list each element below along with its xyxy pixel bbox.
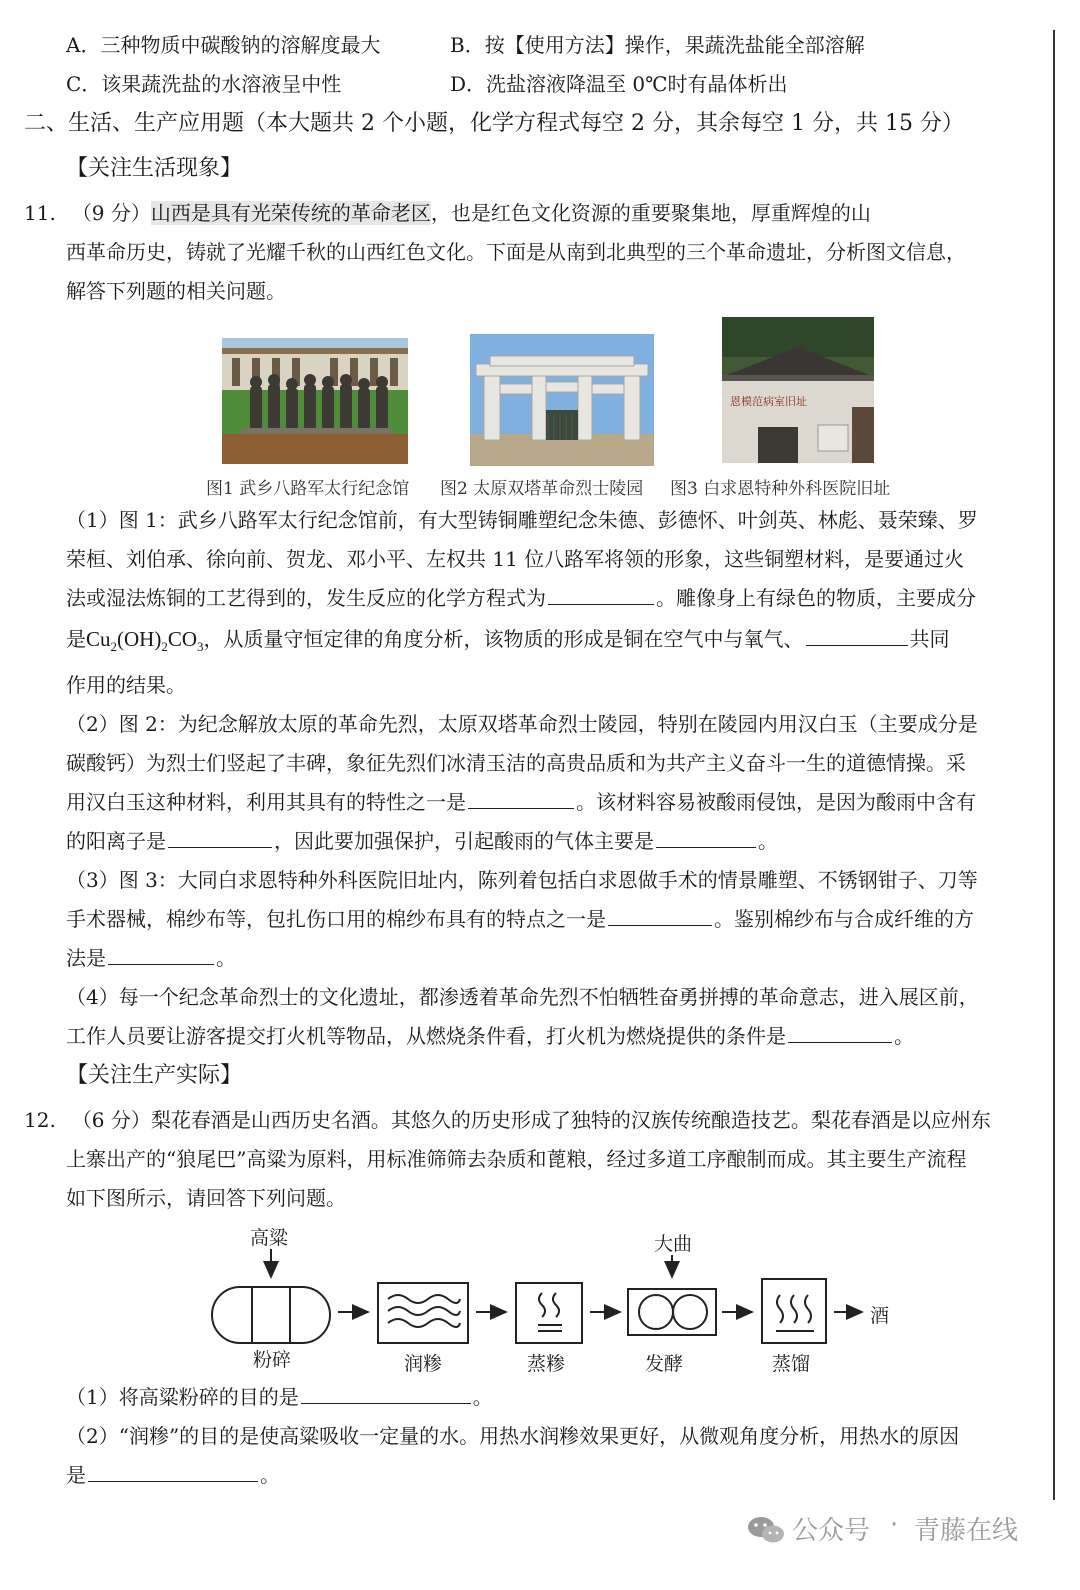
answer-blank-gauze-feature[interactable] [608,907,712,926]
q12-intro-text1: 梨花春酒是山西历史名酒。其悠久的历史形成了独特的汉族传统酿造技艺。梨花春酒是以应州东 [150,1108,991,1132]
q11-p1-text3b: 。雕像身上有绿色的物质，主要成分 [656,586,976,610]
q11-p2-text3a: 用汉白玉这种材料，利用其具有的特性之一是 [66,790,466,814]
flow-diagram-graphics [0,1215,1000,1375]
q12-p2-text-a: 是 [66,1463,86,1487]
figure1-memorial-photo [222,338,408,464]
step-moisten-label: 润糁 [404,1353,443,1375]
q11-p4-text2a: 工作人员要让游客提交打火机等物品，从燃烧条件看，打火机为燃烧提供的条件是 [66,1024,786,1048]
answer-blank-cation[interactable] [168,829,272,848]
q11-p2-line4 [66,828,778,854]
step-crush-label: 粉碎 [253,1349,292,1371]
q12-p2-text-b: 。 [260,1463,280,1487]
grinder-shape [212,1287,330,1343]
q11-p2-text3b: 。该材料容易被酸雨侵蚀，是因为酸雨中含有 [576,790,976,814]
q11-p2-text4a: 的阳离子是 [66,829,166,853]
input-daqu-label: 大曲 [654,1233,693,1255]
wechat-icon [746,1514,786,1546]
q11-p1-text4b: ，从质量守恒定律的角度分析，该物质的形成是铜在空气中与氧气、 [203,627,804,651]
q11-p3-text2a: 手术器械，棉纱布等，包扎伤口用的棉纱布具有的特点之一是 [66,907,606,931]
answer-blank-property[interactable] [468,790,574,809]
q11-p1-line2: 荣桓、刘伯承、徐向前、贺龙、邓小平、左权共 11 位八路军将领的形象，这些铜塑材料，是要通过火 [66,547,965,571]
q11-p1-text4c: 共同 [909,627,950,651]
step-distill-label: 蒸馏 [772,1353,811,1375]
q12-p1-line [66,1384,493,1410]
watermark-dot: · [890,1510,899,1540]
watermark-text1: 公众号 [792,1516,871,1546]
q11-p1-line1: （1）图 1：武乡八路军太行纪念馆前，有大型铸铜雕塑纪念朱德、彭德怀、叶剑英、林彪、聂荣臻、罗 [66,508,978,532]
option-b: B．按【使用方法】操作，果蔬洗盐能全部溶解 [450,33,865,57]
q11-p2-text4b: ，因此要加强保护，引起酸雨的气体主要是 [274,829,654,853]
q11-p2-text4c: 。 [758,829,778,853]
q11-score: （9 分） [71,201,151,225]
q12-p1-text-b: 。 [472,1385,493,1409]
step-steam-label: 蒸糁 [527,1353,566,1375]
q11-intro-line1 [24,200,871,226]
q11-p1-text4a: 是 [66,627,86,651]
plaque-text: 恩模范病室旧址 [730,395,807,408]
q12-intro-line3: 如下图所示，请回答下列问题。 [66,1186,346,1210]
q11-intro-line2: 西革命历史，铸就了光耀千秋的山西红色文化。下面是从南到北典型的三个革命遗址，分析图文信息， [66,240,966,264]
answer-blank-equation[interactable] [548,586,654,605]
q11-p4-text2b: 。 [894,1024,914,1048]
q12-intro-line1 [24,1107,991,1133]
q12-p1-text-a: （1）将高粱粉碎的目的是 [66,1385,299,1409]
formula-basic-copper-carbonate: $Cu_2(OH)_2CO_3$ [86,627,204,654]
q11-p4-line1: （4）每一个纪念革命烈士的文化遗址，都渗透着革命先烈不怕牺牲奋勇拼搏的革命意志，进入展区前， [66,985,979,1009]
answer-blank-combustion-condition[interactable] [788,1024,892,1043]
figure3-caption: 图3 白求恩特种外科医院旧址 [670,479,891,499]
subsection-life: 【关注生活现象】 [66,156,243,181]
option-c: C．该果蔬洗盐的水溶液呈中性 [66,72,342,96]
q12-number: 12. [24,1108,56,1132]
q11-p2-line2: 碳酸钙）为烈士们竖起了丰碑，象征先烈们冰清玉洁的高贵品质和为共产主义奋斗一生的道德情操。采 [66,751,966,775]
q12-p2-line2 [66,1462,280,1488]
q11-p3-text3a: 法是 [66,946,106,970]
q11-highlight: 山西是具有光荣传统的革命老区 [150,201,431,225]
answer-blank-identify-method[interactable] [108,946,214,965]
steam-box [516,1283,582,1343]
q11-p2-line1: （2）图 2：为纪念解放太原的革命先烈，太原双塔革命烈士陵园，特别在陵园内用汉白玉（主要成分是 [66,712,978,736]
q11-p1-line3 [66,585,976,611]
input-sorghum-label: 高粱 [250,1227,289,1249]
page-right-border [1053,30,1055,1500]
q11-p3-text2b: 。鉴别棉纱布与合成纤维的方 [714,907,974,931]
figure2-caption: 图2 太原双塔革命烈士陵园 [440,479,644,499]
answer-blank-reactant[interactable] [806,627,908,646]
option-a: A．三种物质中碳酸钠的溶解度最大 [66,33,381,57]
q11-p1-line5: 作用的结果。 [66,673,186,697]
q11-p1-line4 [66,626,950,660]
step-ferment-label: 发酵 [645,1353,684,1375]
q11-p3-line1: （3）图 3：大同白求恩特种外科医院旧址内，陈列着包括白求恩做手术的情景雕塑、不锈钢钳子、刀等 [66,868,978,892]
option-d: D．洗盐溶液降温至 0℃时有晶体析出 [450,72,788,96]
q11-intro-text1: ，也是红色文化资源的重要聚集地，厚重辉煌的山 [430,201,871,225]
q11-p3-text3b: 。 [216,946,236,970]
production-flow-diagram [0,1215,1000,1375]
answer-blank-acid-gas[interactable] [656,829,756,848]
q11-p3-line2 [66,906,974,932]
answer-blank-crush-purpose[interactable] [301,1385,471,1404]
answer-blank-hot-water-reason[interactable] [88,1463,258,1482]
section-title: 二、生活、生产应用题（本大题共 2 个小题，化学方程式每空 2 分，其余每空 1 分，共 15 分） [24,111,964,136]
q12-intro-line2: 上寨出产的“狼尾巴”高粱为原料，用标准筛筛去杂质和蓖粮，经过多道工序酿制而成。其主要生产流程 [66,1147,967,1171]
q11-p3-line3 [66,945,236,971]
q12-p2-line1: （2）“润糁”的目的是使高粱吸收一定量的水。用热水润糁效果更好，从微观角度分析，用热水的原因 [66,1424,960,1448]
output-liquor-label: 酒 [870,1305,890,1327]
watermark-text2: 青藤在线 [914,1516,1019,1546]
q11-intro-line3: 解答下列题的相关问题。 [66,279,286,303]
distill-box [762,1279,826,1343]
q11-p2-line3 [66,789,976,815]
q11-number: 11. [24,201,56,225]
q11-p4-line2 [66,1023,914,1049]
figure3-hospital-site-photo [722,317,874,463]
q12-score: （6 分） [71,1108,151,1132]
q11-p1-text3a: 法或湿法炼铜的工艺得到的，发生反应的化学方程式为 [66,586,546,610]
subsection-production: 【关注生产实际】 [66,1063,243,1088]
figure1-caption: 图1 武乡八路军太行纪念馆 [206,479,410,499]
figure2-cemetery-gate-photo [470,334,654,466]
